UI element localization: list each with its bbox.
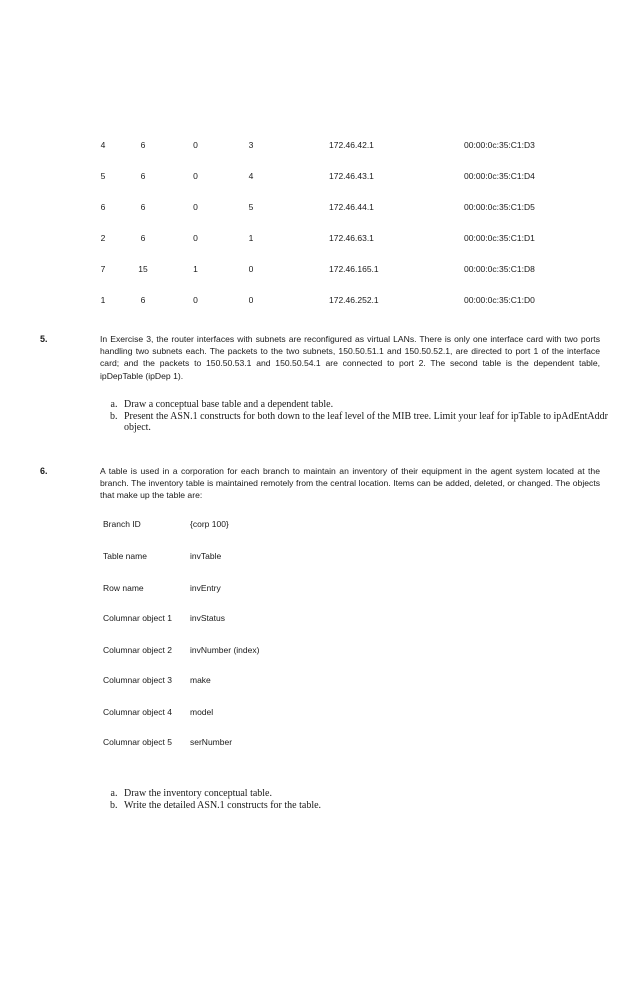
question-5-text: In Exercise 3, the router interfaces with subnets are reconfigured as virtual LANs. There is only one interface card with two ports handling two subnets each. The packets to the two subnets, 150.50.51.1 and 150.50.52.1, are directed to port 1 of the interface card; and the packets to 150.50.53.1 and 150.50.54.1 are connected to port 2. The second table is the dependent table, ipDepTable (ipDep 1). (100, 334, 600, 381)
object-label: Columnar object 4 (103, 707, 172, 717)
object-label: Columnar object 1 (103, 613, 172, 623)
value-cell: 7 (100, 264, 106, 274)
value-cell: 5 (248, 202, 254, 212)
value-cell: 6 (140, 171, 146, 181)
mac-address-cell: 00:00:0c:35:C1:D5 (464, 202, 535, 212)
route-table-row (88, 233, 535, 264)
object-label: Columnar object 2 (103, 645, 172, 655)
value-cell: 5 (100, 171, 106, 181)
mac-address-cell: 00:00:0c:35:C1:D3 (464, 140, 535, 150)
spacer-cell (279, 233, 329, 264)
route-table-body (88, 140, 535, 326)
route-table-row (88, 264, 535, 295)
value-cell: 0 (193, 171, 198, 181)
route-table-row (88, 171, 535, 202)
ip-address-cell: 172.46.42.1 (329, 140, 374, 150)
table-object-row (103, 645, 259, 655)
route-table-row (88, 202, 535, 233)
value-cell: 1 (193, 264, 198, 274)
question-6-task: a. Draw the inventory conceptual table. (120, 788, 625, 800)
object-value: {corp 100} (190, 519, 229, 529)
object-value: make (190, 675, 211, 685)
question-6-number: 6. (40, 466, 48, 476)
question-6-text: A table is used in a corporation for each branch to maintain an inventory of their equipment in the agent system located at the branch. The inventory table is maintained remotely from the central location. Items can be added, deleted, or changed. The objects that make up the table are: (100, 466, 600, 501)
question-5-task: b. Present the ASN.1 constructs for both down to the leaf level of the MIB tree. Limit your leaf for ipTable to ipAdEntAddr object. (120, 411, 625, 434)
object-label: Row name (103, 583, 144, 593)
spacer-cell (279, 140, 329, 171)
table-object-row (103, 737, 232, 747)
value-cell: 4 (100, 140, 106, 150)
ip-address-cell: 172.46.63.1 (329, 233, 374, 243)
route-table-row (88, 140, 535, 171)
object-value: invEntry (190, 583, 221, 593)
ip-address-cell: 172.46.43.1 (329, 171, 374, 181)
ip-address-cell: 172.46.165.1 (329, 264, 379, 274)
mac-address-cell: 00:00:0c:35:C1:D8 (464, 264, 535, 274)
spacer-cell (279, 202, 329, 233)
value-cell: 1 (100, 295, 106, 305)
question-5-number: 5. (40, 334, 48, 344)
object-value: invTable (190, 551, 222, 561)
object-label: Branch ID (103, 519, 141, 529)
question-5-tasks (100, 399, 625, 434)
table-object-row (103, 675, 211, 685)
value-cell: 15 (138, 264, 148, 274)
table-object-row (103, 707, 213, 717)
table-object-row (103, 519, 229, 529)
value-cell: 0 (193, 202, 198, 212)
object-value: serNumber (190, 737, 233, 747)
object-value: invNumber (index) (190, 645, 260, 655)
mac-address-cell: 00:00:0c:35:C1:D1 (464, 233, 535, 243)
mac-address-cell: 00:00:0c:35:C1:D4 (464, 171, 535, 181)
value-cell: 2 (100, 233, 106, 243)
value-cell: 3 (248, 140, 254, 150)
value-cell: 4 (248, 171, 254, 181)
spacer-cell (279, 295, 329, 326)
route-table-row (88, 295, 535, 326)
value-cell: 6 (140, 202, 146, 212)
route-table (88, 140, 535, 326)
value-cell: 6 (140, 295, 146, 305)
value-cell: 0 (193, 295, 198, 305)
mac-address-cell: 00:00:0c:35:C1:D0 (464, 295, 535, 305)
question-6-task: b. Write the detailed ASN.1 constructs for the table. (120, 800, 625, 812)
object-label: Columnar object 5 (103, 737, 172, 747)
value-cell: 0 (193, 140, 198, 150)
value-cell: 6 (100, 202, 106, 212)
table-object-row (103, 613, 225, 623)
spacer-cell (279, 264, 329, 295)
object-label: Columnar object 3 (103, 675, 172, 685)
object-label: Table name (103, 551, 147, 561)
value-cell: 0 (248, 295, 254, 305)
question-5-task: a. Draw a conceptual base table and a dependent table. (120, 399, 625, 411)
value-cell: 0 (193, 233, 198, 243)
value-cell: 1 (248, 233, 254, 243)
object-value: model (190, 707, 214, 717)
spacer-cell (279, 171, 329, 202)
table-object-row (103, 583, 221, 593)
ip-address-cell: 172.46.44.1 (329, 202, 374, 212)
value-cell: 0 (248, 264, 254, 274)
ip-address-cell: 172.46.252.1 (329, 295, 379, 305)
value-cell: 6 (140, 233, 146, 243)
table-object-row (103, 551, 221, 561)
value-cell: 6 (140, 140, 146, 150)
object-value: invStatus (190, 613, 225, 623)
question-6-tasks (100, 788, 625, 811)
